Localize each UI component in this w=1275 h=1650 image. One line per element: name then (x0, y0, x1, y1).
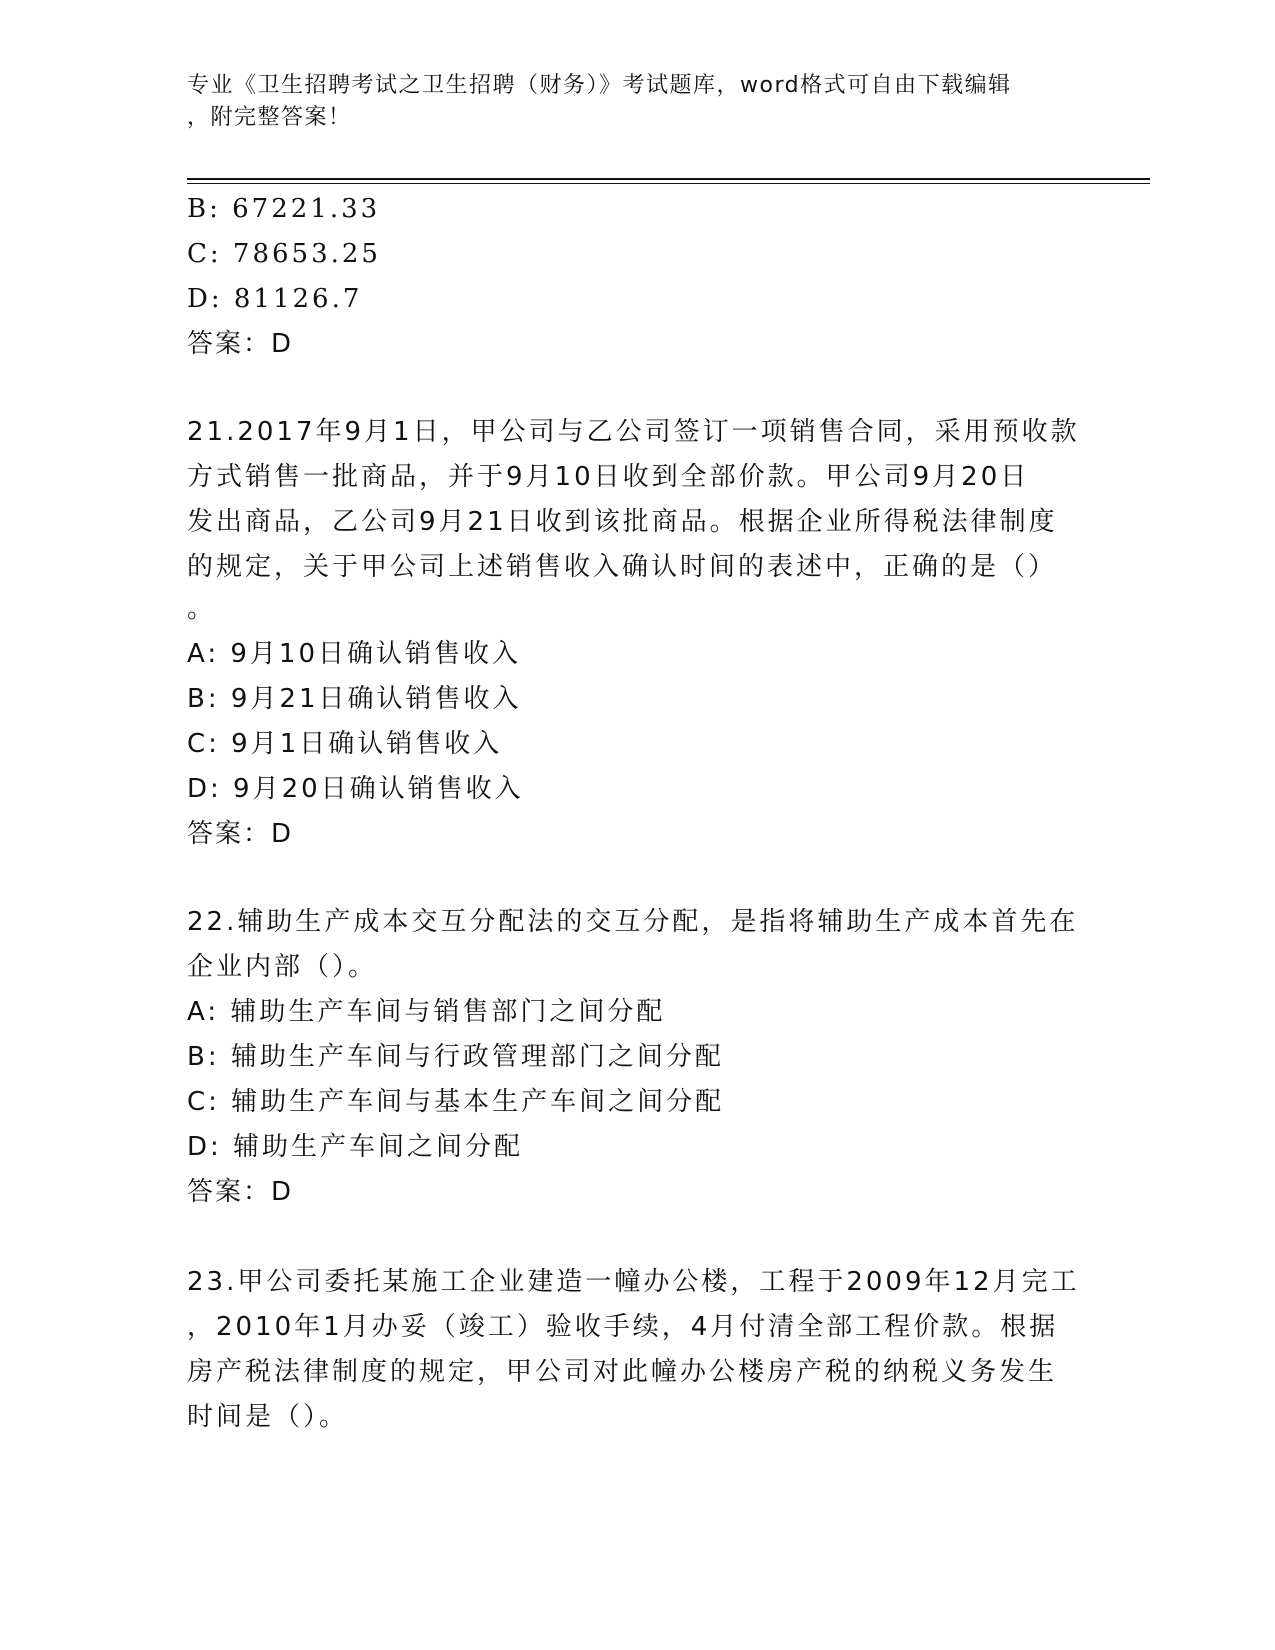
question-23-line-1: 23.甲公司委托某施工企业建造一幢办公楼，工程于2009年12月完工 (187, 1267, 1080, 1297)
answer-line: 答案：D (187, 329, 294, 359)
question-21-option-b: B: 9月21日确认销售收入 (187, 684, 522, 714)
question-23-line-4: 时间是（）。 (187, 1402, 349, 1432)
document-header (187, 70, 1067, 134)
question-21-line-2: 方式销售一批商品，并于9月10日收到全部价款。甲公司9月20日 (187, 462, 1030, 492)
question-22-line-1: 22.辅助生产成本交互分配法的交互分配，是指将辅助生产成本首先在 (187, 907, 1079, 937)
header-rule-thin (187, 183, 1150, 184)
header-line-1: 专业《卫生招聘考试之卫生招聘（财务）》考试题库，word格式可自由下载编辑 (187, 73, 1012, 98)
option-b: B: 67221.33 (187, 194, 381, 224)
question-22-answer: 答案：D (187, 1177, 294, 1207)
question-21-option-d: D: 9月20日确认销售收入 (187, 774, 524, 804)
question-22-line-2: 企业内部（）。 (187, 952, 378, 982)
question-22-option-c: C: 辅助生产车间与基本生产车间之间分配 (187, 1087, 725, 1117)
question-22-option-a: A: 辅助生产车间与销售部门之间分配 (187, 997, 666, 1027)
header-rule-thick (187, 178, 1150, 180)
question-21-line-5: 。 (187, 594, 217, 624)
option-d: D: 81126.7 (187, 284, 363, 314)
question-21-option-a: A: 9月10日确认销售收入 (187, 639, 521, 669)
header-line-2: ，附完整答案！ (187, 105, 352, 130)
question-21-line-1: 21.2017年9月1日，甲公司与乙公司签订一项销售合同，采用预收款 (187, 417, 1080, 447)
question-23-line-2: ，2010年1月办妥（竣工）验收手续，4月付清全部工程价款。根据 (187, 1312, 1059, 1342)
question-22-option-b: B: 辅助生产车间与行政管理部门之间分配 (187, 1042, 724, 1072)
question-23-line-3: 房产税法律制度的规定，甲公司对此幢办公楼房产税的纳税义务发生 (187, 1357, 1058, 1387)
question-22-option-d: D: 辅助生产车间之间分配 (187, 1132, 524, 1162)
question-21-option-c: C: 9月1日确认销售收入 (187, 729, 503, 759)
question-21-line-4: 的规定，关于甲公司上述销售收入确认时间的表述中，正确的是（） (187, 552, 1058, 582)
question-21-answer: 答案：D (187, 819, 294, 849)
option-c: C: 78653.25 (187, 239, 381, 269)
question-21-line-3: 发出商品，乙公司9月21日收到该批商品。根据企业所得税法律制度 (187, 507, 1058, 537)
